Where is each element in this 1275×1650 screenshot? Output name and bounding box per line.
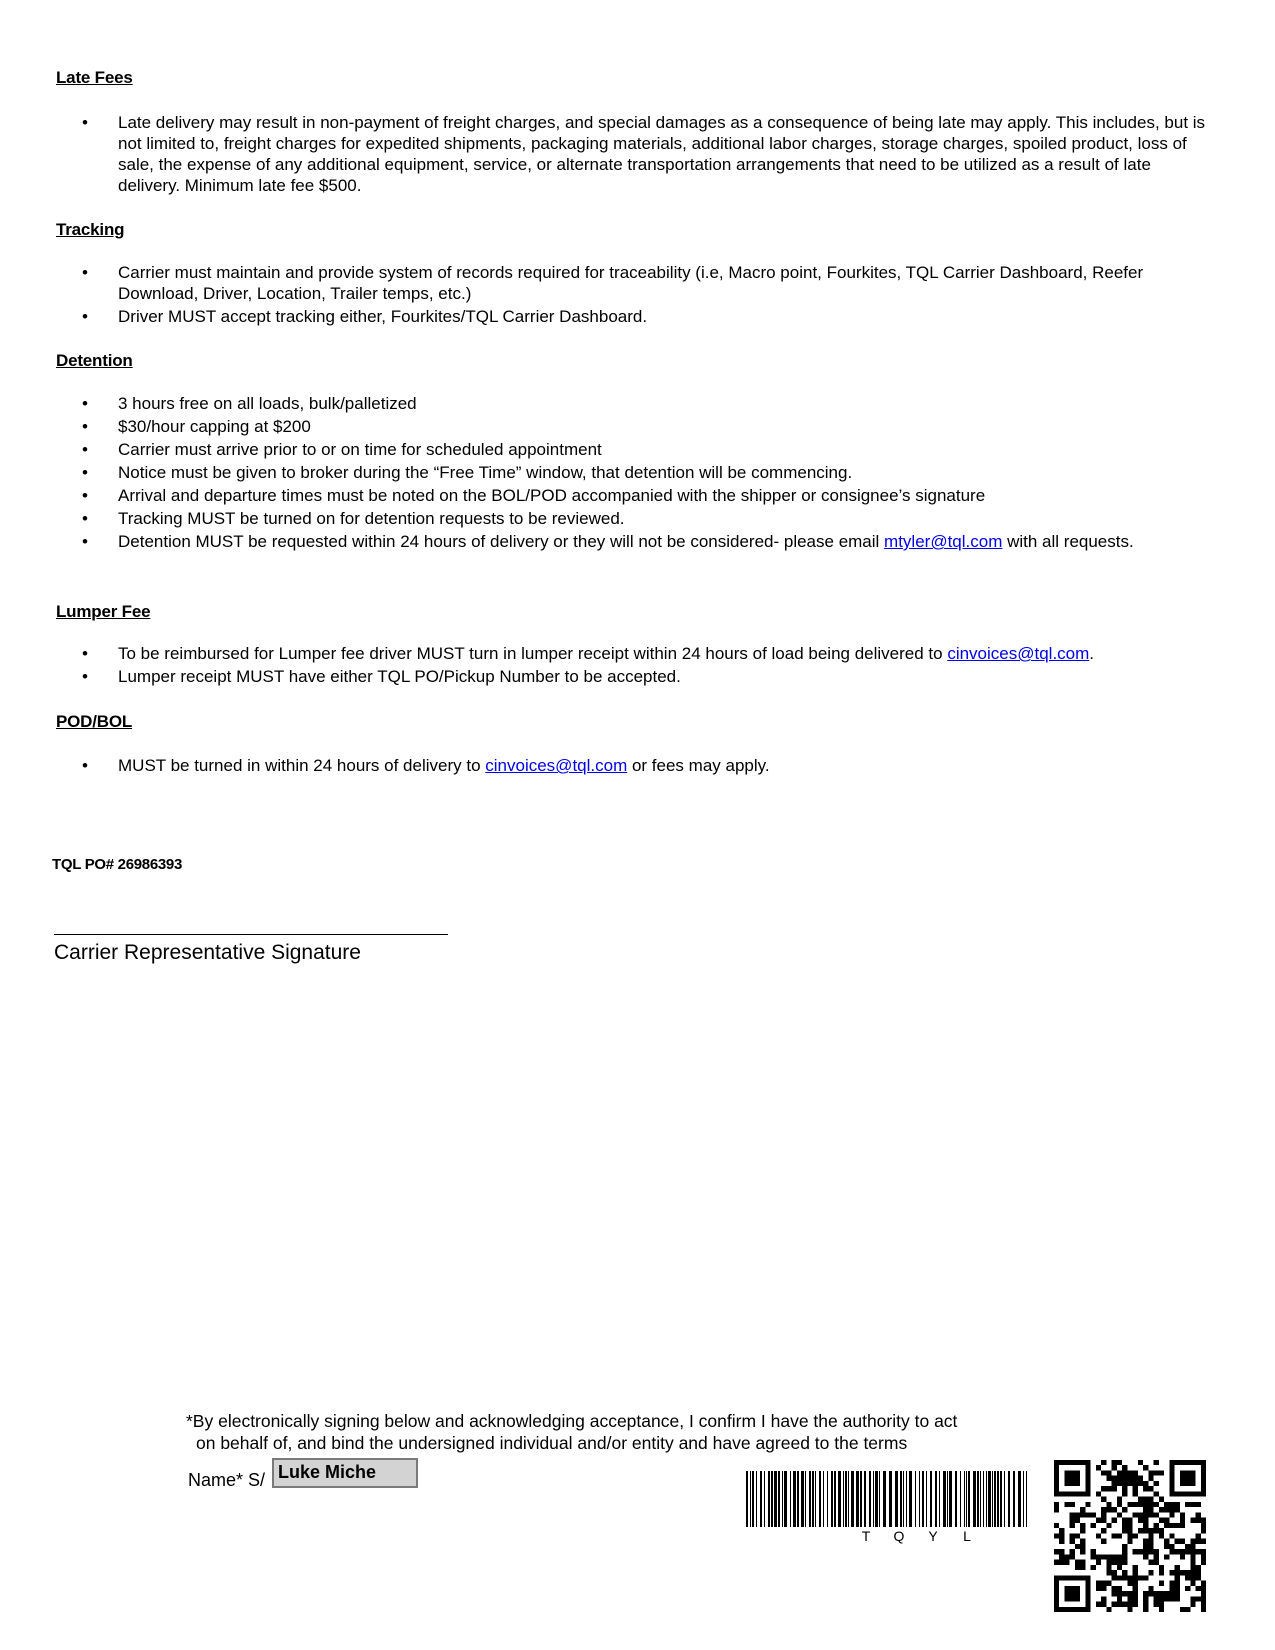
detention-list	[82, 393, 1207, 554]
pod-bol-heading: POD/BOL	[56, 712, 133, 731]
lumper-fee-heading: Lumper Fee	[56, 602, 151, 621]
acknowledgement-text	[186, 1410, 1046, 1454]
email-link-cinvoices[interactable]: cinvoices@tql.com	[947, 644, 1090, 663]
list-item: • Driver MUST accept tracking either, Fourkites/TQL Carrier Dashboard.	[82, 306, 1207, 327]
email-link-cinvoices[interactable]: cinvoices@tql.com	[485, 756, 628, 775]
list-item: • Lumper receipt MUST have either TQL PO/Pickup Number to be accepted.	[82, 666, 1207, 687]
list-item	[82, 531, 1207, 552]
item-text: Detention MUST be requested within 24 hours of delivery or they will not be considered- please email	[118, 532, 885, 551]
signature-label: Carrier Representative Signature	[54, 941, 361, 964]
item-text: .	[1089, 644, 1095, 663]
qr-code-icon	[1054, 1460, 1206, 1612]
list-item: • $30/hour capping at $200	[82, 416, 1207, 437]
detention-heading: Detention	[56, 351, 133, 370]
late-fees-heading: Late Fees	[56, 68, 133, 87]
list-item: • Carrier must maintain and provide system of records required for traceability (i.e, Macro point, Fourkites, TQL Carrier Dashboard, Reefer Download, Driver, Location, Trailer temps, etc.)	[82, 262, 1207, 304]
tracking-list	[82, 262, 1207, 329]
list-item: • 3 hours free on all loads, bulk/palletized	[82, 393, 1207, 414]
pod-bol-list	[82, 755, 1207, 778]
name-signature-field[interactable]: Luke Miche	[272, 1458, 418, 1488]
list-item: • Notice must be given to broker during the “Free Time” window, that detention will be commencing.	[82, 462, 1207, 483]
barcode-char: Y	[928, 1528, 938, 1544]
item-text: MUST be turned in within 24 hours of delivery to	[118, 756, 486, 775]
list-item: • Tracking MUST be turned on for detention requests to be reviewed.	[82, 508, 1207, 529]
list-item: • Late delivery may result in non-payment of freight charges, and special damages as a consequence of being late may apply. This includes, but is not limited to, freight charges for expedited shipments, packaging materials, additional labor charges, storage charges, spoiled product, loss of sale, the expense of any additional equipment, service, or alternate transportation arrangements that need to be utilized as a result of late delivery. Minimum late fee $500.	[82, 112, 1207, 196]
po-number: TQL PO# 26986393	[52, 856, 183, 873]
barcode-char: T	[861, 1528, 871, 1544]
barcode-icon	[746, 1471, 1032, 1545]
barcode-char: L	[963, 1528, 971, 1544]
name-label: Name* S/	[188, 1470, 266, 1490]
acknowledgement-line-1: *By electronically signing below and acknowledging acceptance, I confirm I have the authority to act	[186, 1411, 958, 1431]
lumper-fee-list	[82, 643, 1207, 689]
item-text: with all requests.	[1002, 532, 1134, 551]
barcode-char: Q	[893, 1528, 905, 1544]
acknowledgement-line-2: on behalf of, and bind the undersigned individual and/or entity and have agreed to the terms	[196, 1433, 908, 1453]
list-item: • Arrival and departure times must be noted on the BOL/POD accompanied with the shipper or consignee’s signature	[82, 485, 1207, 506]
late-fees-list	[82, 112, 1207, 198]
email-link-mtyler[interactable]: mtyler@tql.com	[884, 532, 1003, 551]
list-item	[82, 643, 1207, 664]
list-item: • Carrier must arrive prior to or on time for scheduled appointment	[82, 439, 1207, 460]
item-text: or fees may apply.	[627, 756, 770, 775]
list-item	[82, 755, 1207, 776]
tracking-heading: Tracking	[56, 220, 125, 239]
item-text: To be reimbursed for Lumper fee driver MUST turn in lumper receipt within 24 hours of load being delivered to	[118, 644, 948, 663]
signature-line[interactable]	[54, 934, 448, 935]
